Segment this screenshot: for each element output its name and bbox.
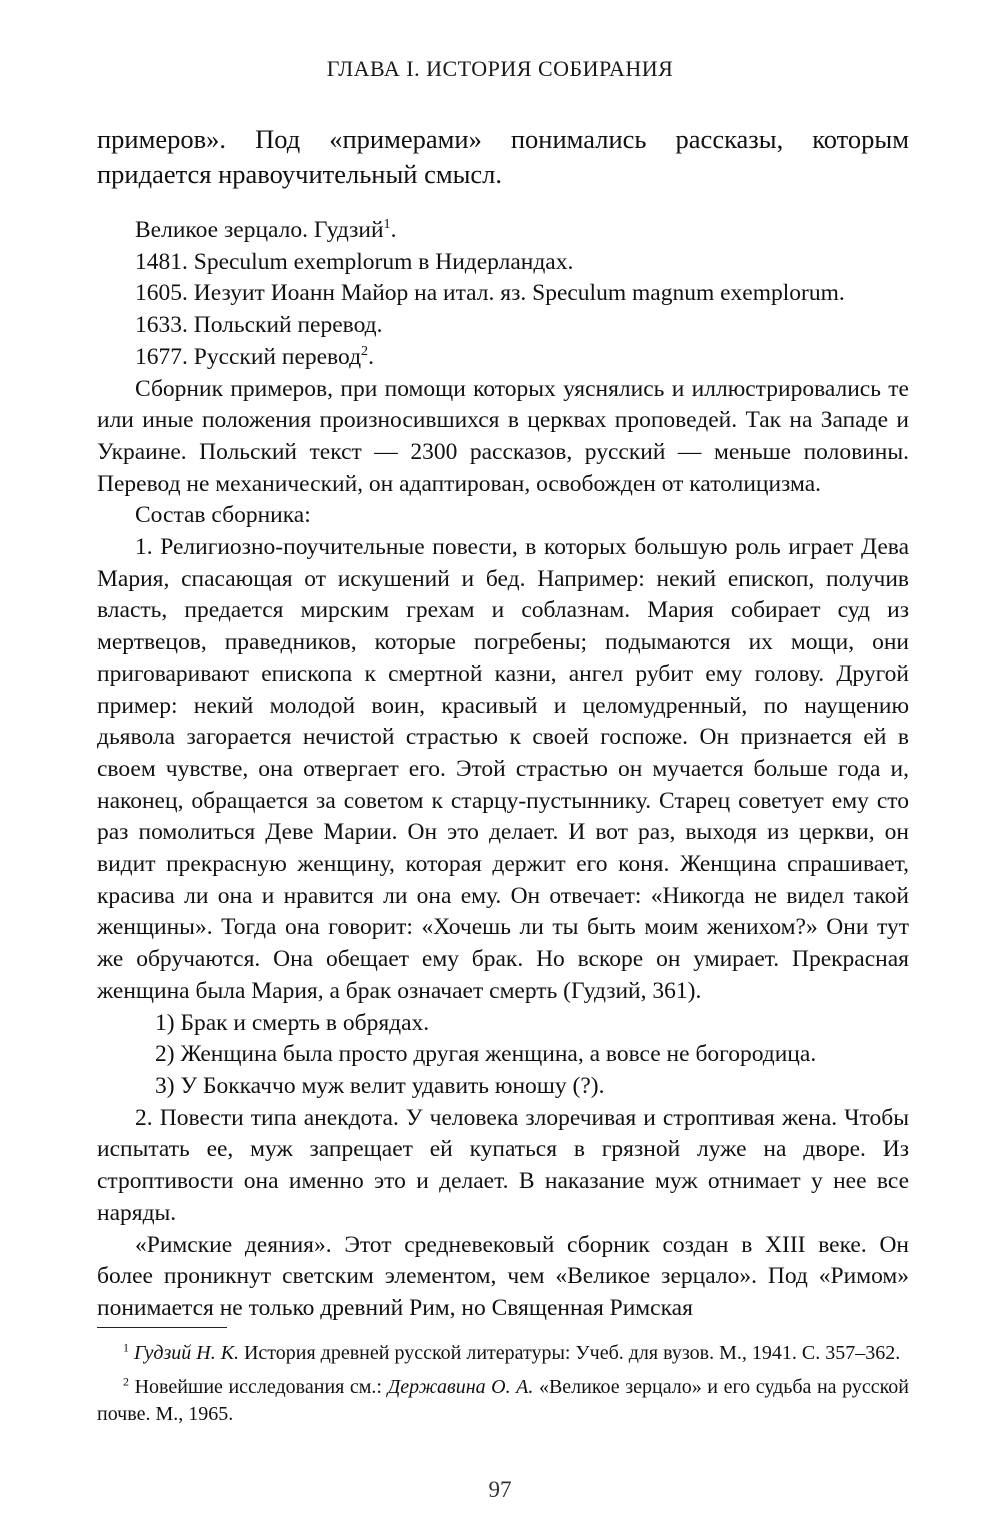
footnote-1-author: Гудзий Н. К. [134,1342,239,1364]
main-text [97,122,909,1325]
paragraph-collection: Сборник примеров, при помощи которых уяснялись и иллюстрировались те или иные положения произносившихся в церквах проповедей. Так на Западе и Украине. Польский текст — 2300 рассказов, русский — меньше половины. Перевод не механический, он адаптирован, освобожден от католицизма. [97,375,909,497]
paragraph-item-1: 1. Религиозно-поучительные повести, в которых большую роль играет Дева Мария, спасающая от искушений и бед. Например: некий епископ, получив власть, предается мирским грехам и соблазнам. Мария собирает суд из мертвецов, праведников, которые погребены; подымаются их мощи, они приговаривают епископа к смертной казни, ангел рубит ему голову. Другой пример: некий молодой воин, красивый и целомудренный, по наущению дьявола загорается нечистой страстью к своей госпоже. Он признается ей в своем чувстве, она отвергает его. Этой страстью он мучается больше года и, наконец, обращается за советом к старцу-пустыннику. Старец советует ему сто раз помолиться Деве Марии. Он это делает. И вот раз, выходя из церкви, он видит прекрасную женщину, которая держит его коня. Женщина спрашивает, красива ли она и нравится ли она ему. Он отвечает: «Никогда не видел такой женщины». Тогда она говорит: «Хочешь ли ты быть моим женихом?» Они тут же обручаются. Она обещает ему брак. Но вскоре он умирает. Прекрасная женщина была Мария, а брак означает смерть (Гудзий, 361). [97,534,909,1004]
note-item: 1) Брак и смерть в обрядах. [155,1009,430,1036]
lead-paragraph: примеров». Под «примерами» понимались рассказы, которым придается нравоучительный смысл. [97,124,909,189]
footnote-2 [97,1374,909,1429]
paragraph-item-2: 2. Повести типа анекдота. У человека злоречивая и строптивая жена. Чтобы испытать ее, муж запрещает ей купаться в грязной луже на дворе. Из строптивости она именно это и делает. В наказание муж отнимает у нее все наряды. [97,1104,909,1226]
footnote-1-text: История древней русской литературы: Учеб. для вузов. М., 1941. С. 357–362. [243,1342,901,1364]
footnote-divider [97,1327,227,1328]
footnote-ref-2[interactable]: 2 [361,342,369,359]
paragraph-gesta: «Римские деяния». Этот средневековый сборник создан в XIII веке. Он более проникнут светским элементом, чем «Великое зерцало». Под «Римом» понимается не только древний Рим, но Священная Римская [97,1231,909,1321]
footnote-2-marker: 2 [123,1373,129,1388]
running-head: ГЛАВА I. ИСТОРИЯ СОБИРАНИЯ [326,56,674,81]
list-line-1677-text: 1677. Русский перевод [135,343,362,370]
footnote-2-text: «Великое зерцало» и его судьба на русской почве. М., 1965. [97,1375,910,1425]
paragraph-composition: Состав сборника: [135,502,311,529]
footnotes [97,1340,909,1435]
list-line-1605: 1605. Иезуит Иоанн Майор на итал. яз. Speculum magnum exemplorum. [135,280,845,307]
list-title-text: Великое зерцало. Гудзий [135,217,384,243]
list-line-1481: 1481. Speculum exemplorum в Нидерландах. [135,248,574,275]
page-number: 97 [488,1477,512,1502]
footnote-2-author: Державина О. А. [387,1375,534,1398]
lead-paragraph-wrap [97,122,909,192]
note-item: 2) Женщина была просто другая женщина, а вовсе не богородица. [155,1041,817,1068]
note-item: 3) У Боккаччо муж велит удавить юношу (?). [155,1072,605,1099]
footnote-1-marker: 1 [123,1340,129,1355]
list-line-1633: 1633. Польский перевод. [135,312,383,339]
footnote-1 [97,1340,909,1368]
list-title: Великое зерцало. Гудзий$^1$. [135,216,397,243]
list-line-1677: 1677. Русский перевод$^2$. [135,342,374,370]
footnote-ref-1[interactable]: 1 [383,216,391,233]
footnote-2-prefix: Новейшие исследования см.: [134,1375,382,1398]
